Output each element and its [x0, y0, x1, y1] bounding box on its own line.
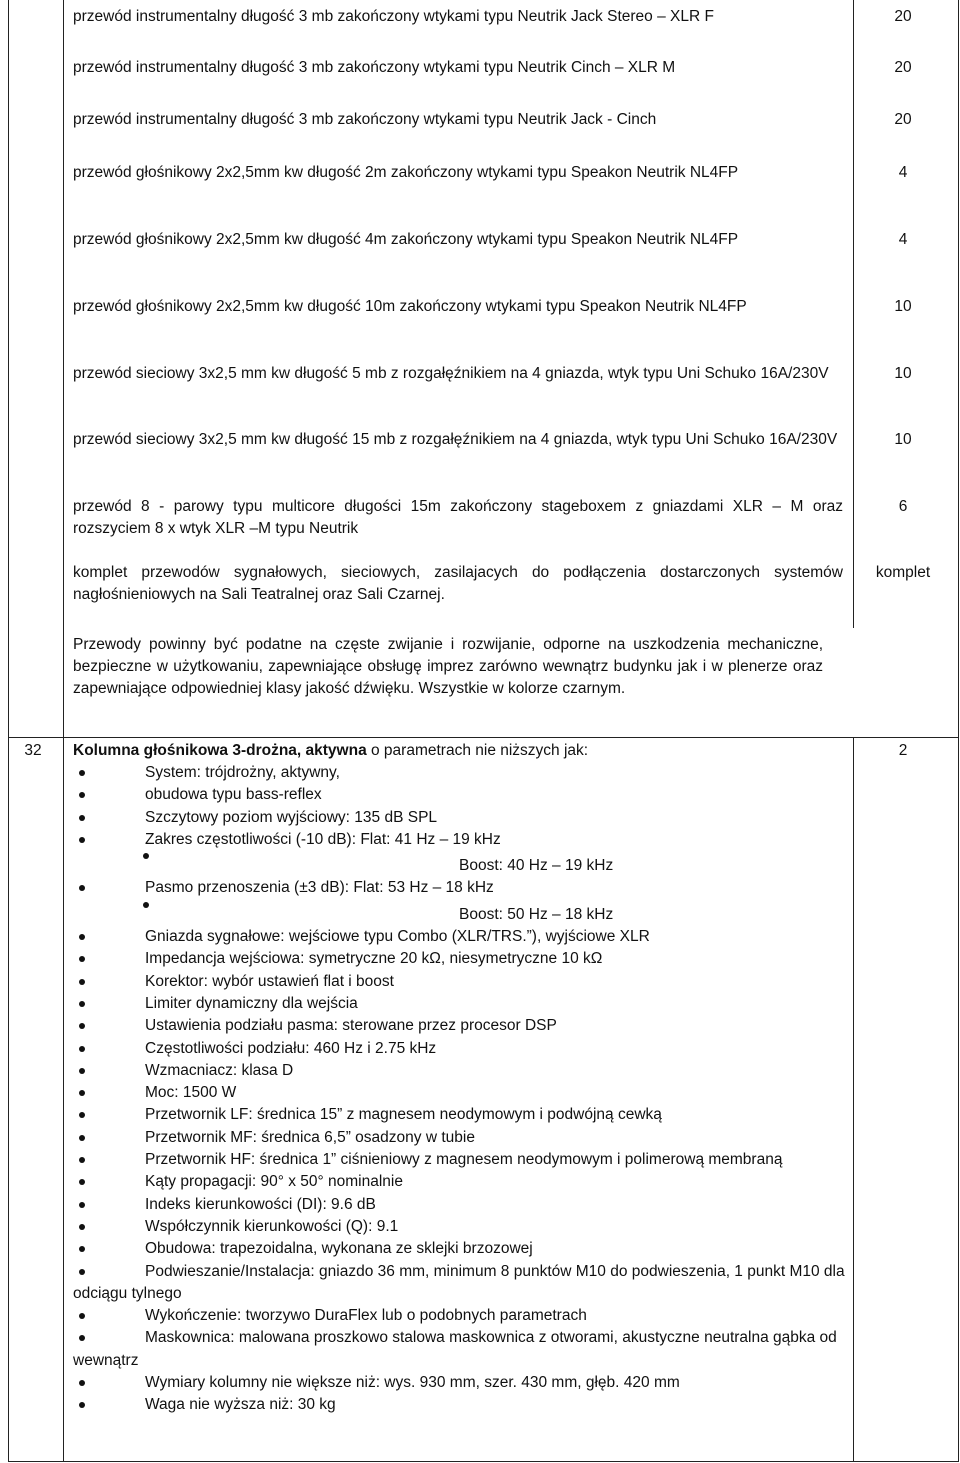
cable-row-description: przewód głośnikowy 2x2,5mm kw długość 4m zakończony wtykami typu Speakon Neutrik NL4FP	[73, 231, 739, 248]
spec-item: Wymiary kolumny nie większe niż: wys. 930 mm, szer. 430 mm, głęb. 420 mm	[73, 1372, 853, 1394]
cable-row-description: przewód instrumentalny długość 3 mb zakończony wtykami typu Neutrik Cinch – XLR M	[73, 59, 676, 76]
spec-item: Ustawienia podziału pasma: sterowane przez procesor DSP	[73, 1015, 853, 1037]
cable-row-description: przewód sieciowy 3x2,5 mm kw długość 15 mb z rozgałęźnikiem na 4 gniazda, wtyk typu Uni Schuko 16A/230V	[73, 431, 838, 448]
speaker-spec-list	[73, 762, 853, 1417]
item-32-title	[73, 740, 853, 762]
item-32-title-bold: Kolumna głośnikowa 3-drożna, aktywna	[73, 742, 367, 759]
spec-item: Impedancja wejściowa: symetryczne 20 kΩ, niesymetryczne 10 kΩ	[73, 948, 853, 970]
cable-row-description: komplet przewodów sygnałowych, sieciowych, zasilajacych do podłączenia dostarczonych systemów nagłośnieniowych na Sali Teatralnej oraz Sali Czarnej.	[73, 564, 843, 603]
spec-item: obudowa typu bass-reflex	[73, 784, 853, 806]
spec-item: Szczytowy poziom wyjściowy: 135 dB SPL	[73, 807, 853, 829]
spec-item: Maskownica: malowana proszkowo stalowa maskownica z otworami, akustyczne neutralna gąbka od wewnątrz	[73, 1327, 853, 1372]
spec-item: Przetwornik LF: średnica 15” z magnesem neodymowym i podwójną cewką	[73, 1104, 853, 1126]
spec-item: Gniazda sygnałowe: wejściowe typu Combo (XLR/TRS.”), wyjściowe XLR	[73, 926, 853, 948]
spec-item: Współczynnik kierunkowości (Q): 9.1	[73, 1216, 853, 1238]
cable-row-quantity: 20	[894, 111, 912, 128]
spec-item: Kąty propagacji: 90° x 50° nominalnie	[73, 1171, 853, 1193]
spec-item: Boost: 40 Hz – 19 kHz	[73, 855, 853, 877]
cable-row-quantity: 6	[898, 498, 908, 515]
item-32-title-rest: o parametrach nie niższych jak:	[366, 742, 589, 759]
cable-row-description: przewód 8 - parowy typu multicore długości 15m zakończony stageboxem z gniazdami XLR – M oraz rozszyciem 8 x wtyk XLR –M typu Neutrik	[73, 498, 843, 537]
item-32-quantity: 2	[898, 742, 908, 759]
cable-row-quantity: 4	[898, 231, 908, 248]
cable-row-description: przewód głośnikowy 2x2,5mm kw długość 2m zakończony wtykami typu Speakon Neutrik NL4FP	[73, 164, 739, 181]
spec-item: Wykończenie: tworzywo DuraFlex lub o podobnych parametrach	[73, 1305, 853, 1327]
spec-item: Indeks kierunkowości (DI): 9.6 dB	[73, 1194, 853, 1216]
cable-row-description: przewód sieciowy 3x2,5 mm kw długość 5 mb z rozgałęźnikiem na 4 gniazda, wtyk typu Uni Schuko 16A/230V	[73, 365, 829, 382]
column-divider-qty-lower	[853, 737, 854, 1462]
cable-row-description: przewód głośnikowy 2x2,5mm kw długość 10m zakończony wtykami typu Speakon Neutrik NL4FP	[73, 298, 747, 315]
cable-row-quantity: 20	[894, 59, 912, 76]
column-divider-lp	[63, 0, 64, 1462]
row-divider-before-item-32	[8, 737, 959, 738]
spec-item: Wzmacniacz: klasa D	[73, 1060, 853, 1082]
cable-row-quantity: 20	[894, 8, 912, 25]
spec-item: Częstotliwości podziału: 460 Hz i 2.75 kHz	[73, 1038, 853, 1060]
spec-item: Boost: 50 Hz – 18 kHz	[73, 904, 853, 926]
cable-row-quantity: 10	[894, 365, 912, 382]
cable-row-quantity: komplet	[875, 564, 931, 581]
cable-row-description: przewód instrumentalny długość 3 mb zakończony wtykami typu Neutrik Jack Stereo – XLR F	[73, 8, 714, 25]
cable-row-quantity: 10	[894, 298, 912, 315]
spec-item: Zakres częstotliwości (-10 dB): Flat: 41 Hz – 19 kHz	[73, 829, 853, 851]
spec-item: Waga nie wyższa niż: 30 kg	[73, 1394, 853, 1416]
spec-item: Limiter dynamiczny dla wejścia	[73, 993, 853, 1015]
spec-item: Przetwornik MF: średnica 6,5” osadzony w tubie	[73, 1127, 853, 1149]
spec-item: Moc: 1500 W	[73, 1082, 853, 1104]
cable-row-quantity: 10	[894, 431, 912, 448]
cable-note: Przewody powinny być podatne na częste zwijanie i rozwijanie, odporne na uszkodzenia mechaniczne, bezpieczne w użytkowaniu, zapewniające obsługę imprez zarówno wewnątrz budynku jak i w plenerze oraz zapewniające odpowiedniej klasy jakość dźwięku. Wszystkie w kolorze czarnym.	[73, 636, 823, 697]
spec-item: Korektor: wybór ustawień flat i boost	[73, 971, 853, 993]
item-number: 32	[24, 742, 42, 759]
spec-item: Przetwornik HF: średnica 1” ciśnieniowy z magnesem neodymowym i polimerową membraną	[73, 1149, 853, 1171]
spec-item: Podwieszanie/Instalacja: gniazdo 36 mm, minimum 8 punktów M10 do podwieszenia, 1 punkt M10 dla odciągu tylnego	[73, 1261, 853, 1306]
spec-item: System: trójdrożny, aktywny,	[73, 762, 853, 784]
cable-row-quantity: 4	[898, 164, 908, 181]
cable-row-description: przewód instrumentalny długość 3 mb zakończony wtykami typu Neutrik Jack - Cinch	[73, 111, 657, 128]
spec-item: Pasmo przenoszenia (±3 dB): Flat: 53 Hz – 18 kHz	[73, 877, 853, 899]
spec-item: Obudowa: trapezoidalna, wykonana ze sklejki brzozowej	[73, 1238, 853, 1260]
